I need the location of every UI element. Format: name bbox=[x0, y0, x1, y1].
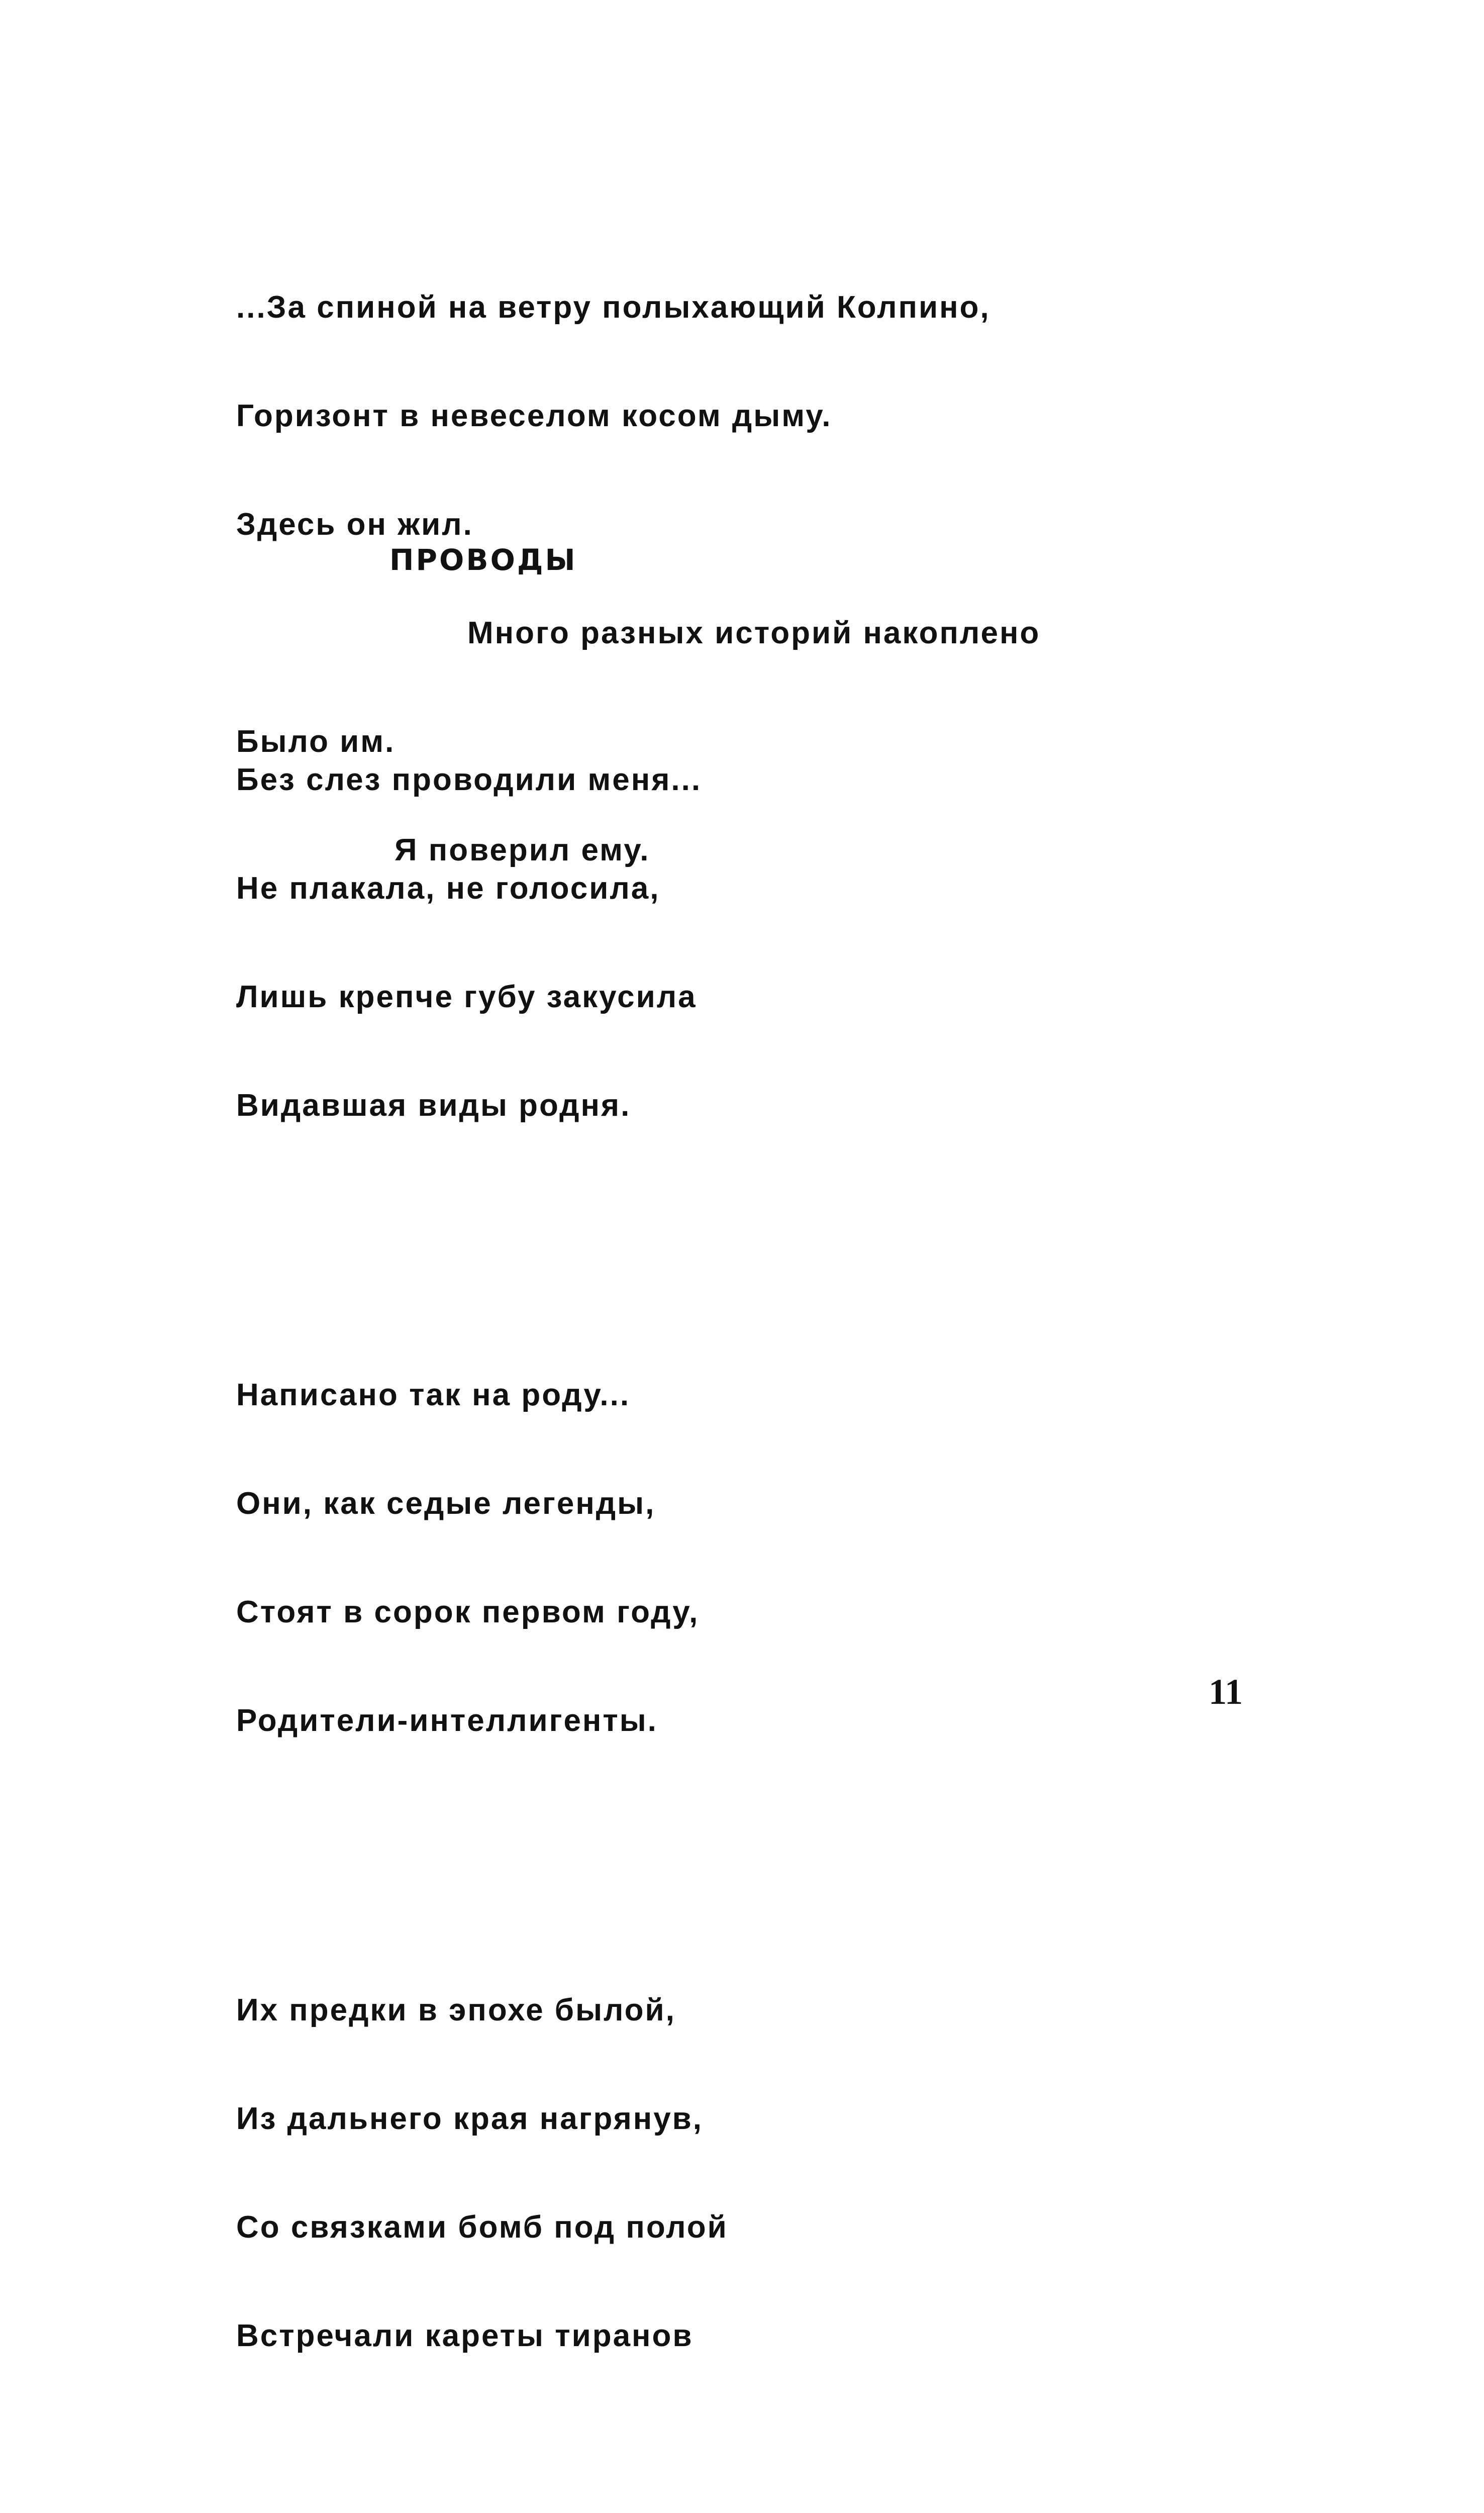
page-number: 11 bbox=[1209, 1672, 1243, 1712]
poem-line: Без слез проводили меня... bbox=[236, 762, 702, 797]
poem-line: Не плакала, не голосила, bbox=[236, 871, 660, 906]
poem-line: Стоят в сорок первом году, bbox=[236, 1595, 700, 1629]
intro-line: Здесь он жил. bbox=[236, 507, 473, 542]
poem-line: Из дальнего края нагрянув, bbox=[236, 2101, 704, 2136]
intro-line: Было им. bbox=[236, 724, 395, 759]
poem-line: Они, как седые легенды, bbox=[236, 1486, 656, 1521]
intro-line: ...За спиной на ветру полыхающий Колпино, bbox=[236, 290, 991, 325]
poem-line: Родители-интеллигенты. bbox=[236, 1703, 658, 1738]
poem-line: Со связками бомб под полой bbox=[236, 2210, 728, 2245]
poem-line: Написано так на роду... bbox=[236, 1378, 631, 1412]
poem-body bbox=[236, 617, 809, 2513]
poem-line: Их предки в эпохе былой, bbox=[236, 1993, 676, 2027]
intro-line: Много разных историй накоплено bbox=[467, 616, 1041, 650]
poem-stanza bbox=[236, 1305, 809, 1811]
poem-line: Встречали кареты тиранов bbox=[236, 2318, 694, 2353]
poem-stanza bbox=[236, 690, 809, 1196]
poem-stanza bbox=[236, 1920, 809, 2427]
intro-line: Я поверил ему. bbox=[394, 833, 650, 867]
intro-line: Горизонт в невеселом косом дыму. bbox=[236, 399, 832, 433]
poem-line: Лишь крепче губу закусила bbox=[236, 980, 697, 1014]
poem-title: ПРОВОДЫ bbox=[389, 543, 577, 577]
poem-line: Видавшая виды родня. bbox=[236, 1088, 631, 1123]
